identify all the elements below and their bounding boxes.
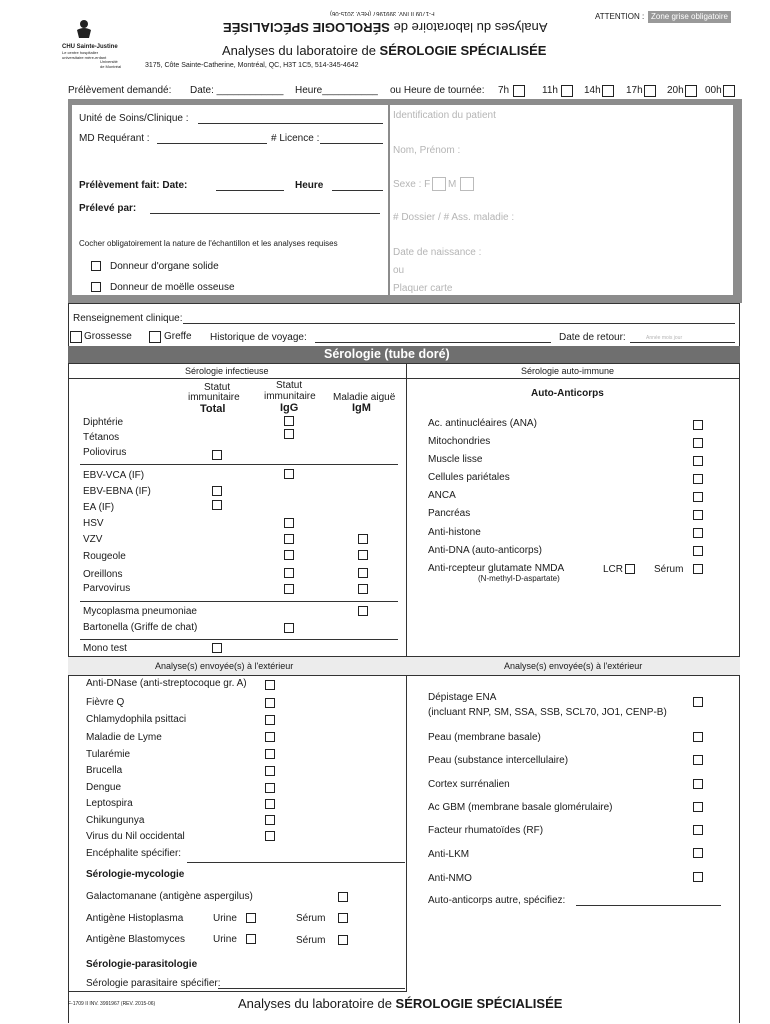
- leptospira-checkbox[interactable]: [265, 799, 275, 809]
- form-code-flipped: F-1709 II INV. 3991967 (REV. 2015-06): [330, 10, 435, 16]
- address: 3175, Côte Sainte-Catherine, Montréal, QC, H3T 1C5, 514-345-4642: [145, 62, 359, 69]
- renseignement-line[interactable]: [183, 323, 735, 324]
- col1-a: Statut: [204, 382, 231, 393]
- anti-nmo-checkbox[interactable]: [693, 872, 703, 882]
- ext-left-row: Maladie de Lyme: [86, 732, 162, 743]
- vzv-igm-checkbox[interactable]: [358, 534, 368, 544]
- brucella-checkbox[interactable]: [265, 766, 275, 776]
- patient-naissance[interactable]: Date de naissance :: [393, 247, 482, 258]
- time-00h: 00h: [705, 85, 722, 96]
- blasto-serum-label: Sérum: [296, 935, 326, 946]
- peau-basale-checkbox[interactable]: [693, 732, 703, 742]
- preleve-par-line[interactable]: [150, 213, 380, 214]
- encephalite-label: Encéphalite spécifier:: [86, 848, 182, 859]
- ext-right-row: Cortex surrénalien: [428, 779, 510, 790]
- autres-line[interactable]: [576, 905, 721, 906]
- parasito-title: Sérologie-parasitologie: [86, 959, 198, 970]
- prelevement-date[interactable]: Date: ____________: [190, 85, 284, 96]
- anti-histone-checkbox[interactable]: [693, 528, 703, 538]
- time-17h: 17h: [626, 85, 643, 96]
- patient-nom[interactable]: Nom, Prénom :: [393, 145, 461, 156]
- fait-heure-label: Heure: [295, 180, 324, 191]
- oreillons-igg-checkbox[interactable]: [284, 568, 294, 578]
- peau-intercellulaire-checkbox[interactable]: [693, 755, 703, 765]
- blasto-serum-checkbox[interactable]: [338, 935, 348, 945]
- inf-row-label: EBV-EBNA (IF): [83, 486, 151, 497]
- ext-right-row: Anti-NMO: [428, 873, 472, 884]
- ebv-vca-igg-checkbox[interactable]: [284, 469, 294, 479]
- histo-urine-label: Urine: [213, 913, 237, 924]
- patient-plaquer: Plaquer carte: [393, 283, 453, 294]
- anti-lkm-checkbox[interactable]: [693, 848, 703, 858]
- oreillons-igm-checkbox[interactable]: [358, 568, 368, 578]
- blasto-label: Antigène Blastomyces: [86, 934, 185, 945]
- anti-dnase-checkbox[interactable]: [265, 680, 275, 690]
- auto-row-label: Anti-DNA (auto-anticorps): [428, 545, 542, 556]
- ext-left-row: Leptospira: [86, 798, 133, 809]
- patient-ou: ou: [393, 265, 405, 276]
- parvovirus-igg-checkbox[interactable]: [284, 584, 294, 594]
- inf-row-label: Bartonella (Griffe de chat): [83, 622, 198, 633]
- ext-left-row: Virus du Nil occidental: [86, 831, 185, 842]
- ext-left-row: Tularémie: [86, 749, 131, 760]
- time-11h-checkbox[interactable]: [561, 85, 573, 97]
- logo-mark-icon: [74, 18, 94, 40]
- pancreas-checkbox[interactable]: [693, 510, 703, 520]
- auto-row-label: Anti-rcepteur glutamate NMDA: [428, 563, 565, 574]
- unite-label: Unité de Soins/Clinique :: [79, 113, 189, 124]
- lcr-label: LCR: [603, 564, 624, 575]
- poliovirus-total-checkbox[interactable]: [212, 450, 222, 460]
- time-20h-checkbox[interactable]: [685, 85, 697, 97]
- retour-hint: Année mois jour: [646, 335, 683, 341]
- divider: [68, 378, 740, 379]
- histo-serum-label: Sérum: [296, 913, 326, 924]
- blasto-urine-checkbox[interactable]: [246, 934, 256, 944]
- ena-label: Dépistage ENA: [428, 692, 497, 703]
- time-14h-checkbox[interactable]: [602, 85, 614, 97]
- encephalite-line[interactable]: [187, 862, 405, 863]
- auto-immune-title: Sérologie auto-immune: [521, 366, 615, 376]
- blasto-urine-label: Urine: [213, 934, 237, 945]
- inf-row-label: EA (IF): [83, 502, 115, 513]
- ebv-ebna-total-checkbox[interactable]: [212, 486, 222, 496]
- time-00h-checkbox[interactable]: [723, 85, 735, 97]
- patient-sexe-m: M: [448, 179, 457, 190]
- histo-urine-checkbox[interactable]: [246, 913, 256, 923]
- divider: [80, 464, 398, 465]
- vzv-igg-checkbox[interactable]: [284, 534, 294, 544]
- auto-anticorps-title: Auto-Anticorps: [531, 388, 604, 399]
- ena-detail: (incluant RNP, SM, SSA, SSB, SCL70, JO1, CENP-B): [428, 707, 667, 718]
- cellules-parietales-checkbox[interactable]: [693, 474, 703, 484]
- serologie-title: Sérologie (tube doré): [324, 347, 450, 361]
- auto-row-label: Cellules pariétales: [428, 472, 510, 483]
- histo-label: Antigène Histoplasma: [86, 913, 184, 924]
- mycologie-title: Sérologie-mycologie: [86, 869, 185, 880]
- muscle-lisse-checkbox[interactable]: [693, 456, 703, 466]
- nmda-serum-checkbox[interactable]: [693, 564, 703, 574]
- inf-row-label: Parvovirus: [83, 583, 131, 594]
- inf-row-label: Rougeole: [83, 551, 126, 562]
- time-7h: 7h: [498, 85, 510, 96]
- inf-row-label: Mono test: [83, 643, 127, 654]
- inf-row-label: Mycoplasma pneumoniae: [83, 606, 197, 617]
- page-title: Analyses du laboratoire de SÉROLOGIE SPÉCIALISÉE: [222, 43, 547, 58]
- fait-heure-line[interactable]: [332, 190, 383, 191]
- gbm-checkbox[interactable]: [693, 802, 703, 812]
- sexe-m-checkbox[interactable]: [460, 177, 474, 191]
- patient-dossier[interactable]: # Dossier / # Ass. maladie :: [393, 212, 515, 223]
- ena-checkbox[interactable]: [693, 697, 703, 707]
- time-20h: 20h: [667, 85, 684, 96]
- mono-test-checkbox[interactable]: [212, 643, 222, 653]
- histo-serum-checkbox[interactable]: [338, 913, 348, 923]
- logo-name: CHU Sainte-Justine: [62, 44, 118, 50]
- greffe-checkbox[interactable]: [149, 331, 161, 343]
- prelevement-label: Prélèvement demandé:: [68, 85, 172, 96]
- footer-title: Analyses du laboratoire de SÉROLOGIE SPÉCIALISÉE: [238, 996, 563, 1011]
- lyme-checkbox[interactable]: [265, 732, 275, 742]
- ext-right-row: Peau (membrane basale): [428, 732, 541, 743]
- exterieur-left-title: Analyse(s) envoyée(s) à l'extérieur: [155, 661, 294, 671]
- divider: [68, 675, 740, 676]
- bartonella-igg-checkbox[interactable]: [284, 623, 294, 633]
- divider: [68, 991, 407, 992]
- attention-label: ATTENTION :: [595, 12, 645, 21]
- col3-b: IgM: [352, 402, 371, 414]
- auto-row-label: Ac. antinucléaires (ANA): [428, 418, 537, 429]
- nil-occidental-checkbox[interactable]: [265, 831, 275, 841]
- greffe-label: Greffe: [164, 331, 192, 342]
- ext-right-row: Facteur rhumatoïdes (RF): [428, 825, 544, 836]
- inf-row-label: Diphtérie: [83, 417, 124, 428]
- ext-left-row: Chlamydophila psittaci: [86, 714, 187, 725]
- md-label: MD Requérant :: [79, 133, 150, 144]
- time-7h-checkbox[interactable]: [513, 85, 525, 97]
- grossesse-label: Grossesse: [84, 331, 132, 342]
- rougeole-igm-checkbox[interactable]: [358, 550, 368, 560]
- flipped-title: Analyses du laboratoire de SÉROLOGIE SPÉCIALISÉE: [223, 20, 548, 35]
- retour-line[interactable]: [630, 342, 735, 343]
- fait-date-line[interactable]: [216, 190, 284, 191]
- ext-left-row: Dengue: [86, 782, 122, 793]
- hsv-igg-checkbox[interactable]: [284, 518, 294, 528]
- licence-label: # Licence :: [271, 133, 320, 144]
- galacto-label: Galactomanane (antigène aspergilus): [86, 891, 253, 902]
- tetanos-igg-checkbox[interactable]: [284, 429, 294, 439]
- rf-checkbox[interactable]: [693, 825, 703, 835]
- patient-box: [390, 105, 733, 295]
- voyage-label: Historique de voyage:: [210, 332, 307, 343]
- time-11h: 11h: [542, 85, 558, 96]
- md-line[interactable]: [157, 143, 267, 144]
- voyage-line[interactable]: [315, 342, 551, 343]
- parvovirus-igm-checkbox[interactable]: [358, 584, 368, 594]
- donneur-organe-checkbox[interactable]: [91, 261, 101, 271]
- anti-dna-checkbox[interactable]: [693, 546, 703, 556]
- licence-line[interactable]: [320, 143, 383, 144]
- renseignement-label: Renseignement clinique:: [73, 313, 183, 324]
- auto-row-label: Pancréas: [428, 508, 471, 519]
- sexe-f-checkbox[interactable]: [432, 177, 446, 191]
- divider: [80, 639, 398, 640]
- inf-row-label: HSV: [83, 518, 104, 529]
- ext-right-row: Peau (substance intercellulaire): [428, 755, 569, 766]
- divider: [80, 601, 398, 602]
- nmda-lcr-checkbox[interactable]: [625, 564, 635, 574]
- dengue-checkbox[interactable]: [265, 783, 275, 793]
- auto-row-label: Mitochondries: [428, 436, 491, 447]
- col2-c: IgG: [280, 402, 299, 414]
- mitochondries-checkbox[interactable]: [693, 438, 703, 448]
- patient-identification: Identification du patient: [393, 110, 496, 121]
- footer-code: F-1709 II INV. 3991967 (REV. 2015-06): [68, 1001, 156, 1007]
- donneur-moelle-checkbox[interactable]: [91, 282, 101, 292]
- col1-b: immunitaire: [188, 392, 240, 403]
- anca-checkbox[interactable]: [693, 492, 703, 502]
- chlamydophila-checkbox[interactable]: [265, 715, 275, 725]
- parasite-spec-label: Sérologie parasitaire spécifier:: [86, 978, 221, 989]
- nmda-sub: (N-methyl-D-aspartate): [478, 574, 560, 583]
- auto-row-label: Anti-histone: [428, 527, 481, 538]
- column-divider: [406, 363, 407, 991]
- galacto-checkbox[interactable]: [338, 892, 348, 902]
- patient-sexe-f: Sexe : F: [393, 179, 431, 190]
- cocher-text: Cocher obligatoirement la nature de l'échantillon et les analyses requises: [79, 239, 338, 248]
- chikungunya-checkbox[interactable]: [265, 815, 275, 825]
- ext-left-row: Brucella: [86, 765, 123, 776]
- logo-sub2: universitaire mère-enfant: [62, 55, 107, 60]
- mycoplasma-igm-checkbox[interactable]: [358, 606, 368, 616]
- ext-left-row: Anti-DNase (anti-streptocoque gr. A): [86, 678, 247, 689]
- col2-b: immunitaire: [264, 391, 316, 402]
- auto-row-label: ANCA: [428, 490, 456, 501]
- exterieur-right-title: Analyse(s) envoyée(s) à l'extérieur: [504, 661, 643, 671]
- inf-row-label: EBV-VCA (IF): [83, 470, 145, 481]
- logo-sub1: Le centre hospitalier: [62, 50, 99, 55]
- unite-line[interactable]: [198, 123, 383, 124]
- ana-checkbox[interactable]: [693, 420, 703, 430]
- donneur-organe-label: Donneur d'organe solide: [110, 261, 219, 272]
- donneur-moelle-label: Donneur de moëlle osseuse: [110, 282, 235, 293]
- fievre-q-checkbox[interactable]: [265, 698, 275, 708]
- ea-total-checkbox[interactable]: [212, 500, 222, 510]
- cortex-checkbox[interactable]: [693, 779, 703, 789]
- auto-row-label: Muscle lisse: [428, 454, 483, 465]
- parasite-spec-line[interactable]: [218, 988, 405, 989]
- tournee-label: ou Heure de tournée:: [390, 85, 485, 96]
- preleve-par-label: Prélevé par:: [79, 203, 137, 214]
- inf-row-label: Poliovirus: [83, 447, 127, 458]
- inf-row-label: VZV: [83, 534, 103, 545]
- time-17h-checkbox[interactable]: [644, 85, 656, 97]
- inf-row-label: Oreillons: [83, 569, 123, 580]
- fait-date-label: Prélèvement fait: Date:: [79, 180, 188, 191]
- infectieuse-title: Sérologie infectieuse: [185, 366, 269, 376]
- retour-label: Date de retour:: [559, 332, 626, 343]
- rougeole-igg-checkbox[interactable]: [284, 550, 294, 560]
- ext-right-row: Ac GBM (membrane basale glomérulaire): [428, 802, 613, 813]
- tularemie-checkbox[interactable]: [265, 749, 275, 759]
- serum-label: Sérum: [654, 564, 684, 575]
- inf-row-label: Tétanos: [83, 432, 120, 443]
- ext-left-row: Chikungunya: [86, 815, 145, 826]
- col1-c: Total: [200, 403, 226, 415]
- autres-label: Auto-anticorps autre, spécifiez:: [428, 895, 566, 906]
- prelevement-heure[interactable]: Heure__________: [295, 85, 378, 96]
- ext-right-row: Anti-LKM: [428, 849, 470, 860]
- divider: [68, 363, 740, 364]
- grossesse-checkbox[interactable]: [70, 331, 82, 343]
- diphterie-igg-checkbox[interactable]: [284, 416, 294, 426]
- time-14h: 14h: [584, 85, 601, 96]
- attention-zone: Zone grise obligatoire: [648, 11, 731, 23]
- col2-a: Statut: [276, 380, 303, 391]
- col3-a: Maladie aiguë: [333, 392, 396, 403]
- ext-left-row: Fièvre Q: [86, 697, 125, 708]
